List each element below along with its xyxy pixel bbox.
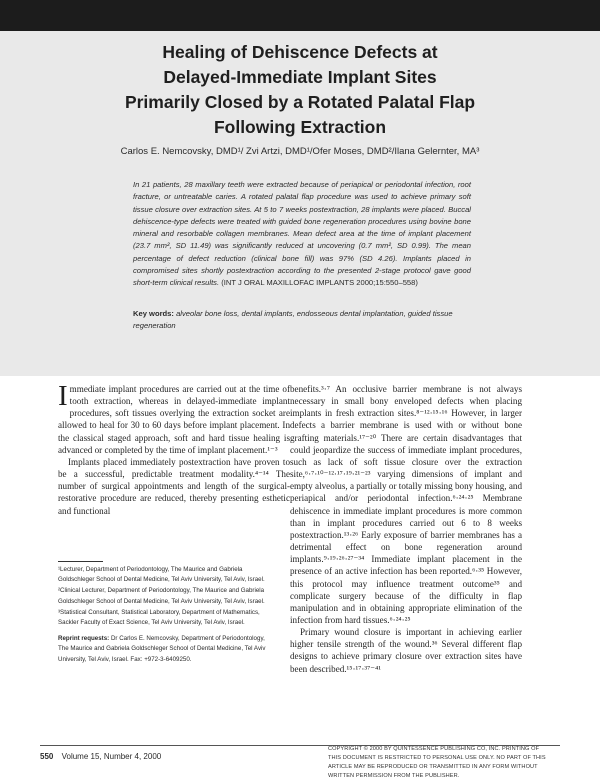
footnote: ²Clinical Lecturer, Department of Periodontology, The Maurice and Gabriela Goldschleger School of Dental Medicine, Tel Aviv University, Tel Aviv, Israel.: [58, 587, 265, 605]
footnote: ³Statistical Consultant, Statistical Laboratory, Department of Mathematics, Sackler Faculty of Exact Science, Tel Aviv University, Tel Aviv, Israel.: [58, 608, 260, 627]
copyright-notice: COPYRIGHT © 2000 BY QUINTESSENCE PUBLISHING CO, INC. PRINTING OF THIS DOCUMENT IS RESTRICTED TO PERSONAL USE ONLY. NO PART OF THIS ARTICLE MAY BE REPRODUCED OR TRANSMITTED IN ANY FORM WITHOUT WRITTEN PERMISSION FROM THE PUBLISHER.: [328, 746, 546, 779]
abstract-text: In 21 patients, 28 maxillary teeth were extracted because of periapical or periodontal infection, root fracture, or untreatable caries. A rotated palatal flap procedure was used to achieve primary soft tissue closure over extraction sites. At 5 to 7 weeks postextraction, 28 implants were placed. Buccal dehiscence-type defects were treated with guided bone regeneration procedures using bovine bone mineral and resorbable collagen membranes. Mean defect area at the time of implant placement (23.7 mm², SD 11.49) was significantly reduced at uncovering (0.7 mm², SD 0.99). The mean percentage of defect reduction (clinical bone fill) was 97% (SD 4.26). Implants placed in compromised sites shortly postextraction according to the presented 2-stage protocol gave good short-term clinical results.: [133, 180, 471, 288]
abstract: [133, 179, 471, 290]
journal-issue: Volume 15, Number 4, 2000: [61, 752, 162, 761]
keywords-text: alveolar bone loss, dental implants, endosseous dental implantation, guided tissue regeneration: [133, 309, 453, 331]
journal-citation: (INT J ORAL MAXILLOFAC IMPLANTS 2000;15:550–558): [221, 278, 418, 288]
top-black-bar: [0, 0, 600, 31]
body-paragraph: benefits.³·⁷ An occlusive barrier membrane is not always necessary in small bony enveloped defects when placing implants in fresh extraction sites.⁸⁻¹²·¹⁵·¹⁶ However, in larger defects a barrier membrane is used with or without bone grafting materials.¹⁷⁻²⁰ There are certain disadvantages that could jeopardize the success of immediate implant procedures, such as lack of soft tissue closure over the extraction site,⁶·⁷·¹⁰⁻¹²·¹⁷·¹⁹·²¹⁻²³ varying dimensions of implant and empty alveolus, a partially or totally missing bony housing, and periapical and/or periodontal infection.⁶·²⁴·²⁵ Membrane dehiscence in immediate implant procedures is more common than in implant procedures carried out 6 to 8 weeks postextraction.¹³·²⁶ Early exposure of barrier membranes has a detrimental effect on bone regeneration around implants.⁹·¹⁹·²⁶·²⁷⁻³⁴ Immediate implant placement in the presence of an active infection has been reported.⁶·³⁵ However, this protocol may influence treatment outcome³⁵ and complicate surgery because of the difficulty in flap manipulation and in obtaining appropriate elimination of the infection from hard tissues.⁶·²⁴·²⁵: [290, 384, 522, 625]
footnote-divider: [58, 561, 103, 562]
body-paragraph: Primary wound closure is important in achieving earlier higher tensile strength of the wound.³⁶ Several different flap designs to achieve primary closure over extraction sites have been described.¹⁵·¹⁷·³⁷⁻⁴¹: [290, 627, 522, 674]
title-line: Primarily Closed by a Rotated Palatal Flap: [124, 92, 476, 112]
title-line: Delayed-Immediate Implant Sites: [163, 67, 437, 87]
title-line: Following Extraction: [213, 117, 387, 137]
page-number: 550: [40, 752, 54, 761]
author-list: Carlos E. Nemcovsky, DMD¹/ Zvi Artzi, DMD¹/Ofer Moses, DMD²/Ilana Gelernter, MA³: [120, 146, 480, 157]
footnotes: [58, 565, 270, 666]
body-paragraph: Implants placed immediately postextraction have proven to be a successful, predictable treatment modality.⁴⁻¹⁴ The number of surgical appointments and length of the surgical-restorative procedure are reduced, thereby presenting esthetic and functional: [58, 456, 290, 516]
reprint-text: Dr Carlos E. Nemcovsky, Department of Periodontology, The Maurice and Gabriela Goldschleger School of Dental Medicine, Tel Aviv University, Tel Aviv, Israel. Fax: +972-3-6409250.: [58, 635, 266, 663]
reprint-request: [58, 634, 270, 665]
body-column-left: [58, 380, 290, 517]
keywords: [133, 308, 471, 333]
keywords-label: Key words:: [133, 309, 174, 318]
article-title: [60, 40, 540, 140]
body-paragraph: [58, 380, 290, 456]
drop-cap: I: [58, 380, 68, 412]
footnote: ¹Lecturer, Department of Periodontology, The Maurice and Gabriela Goldschleger School of Dental Medicine, Tel Aviv University, Tel Aviv, Israel.: [58, 566, 265, 584]
paragraph-text: mmediate implant procedures are carried out at the time of tooth extraction, whereas in delayed-immediate implant procedures, soft tissues overlying the extraction socket are allowed to heal for 30 to 60 days before implant placement. In the classical staged approach, soft and hard tissue healing is advanced or completed by the time of implant placement.¹⁻³: [58, 384, 290, 455]
body-column-right: [290, 383, 522, 675]
title-line: Healing of Dehiscence Defects at: [162, 42, 438, 62]
page-footer: [40, 752, 161, 761]
reprint-label: Reprint requests:: [58, 635, 110, 643]
